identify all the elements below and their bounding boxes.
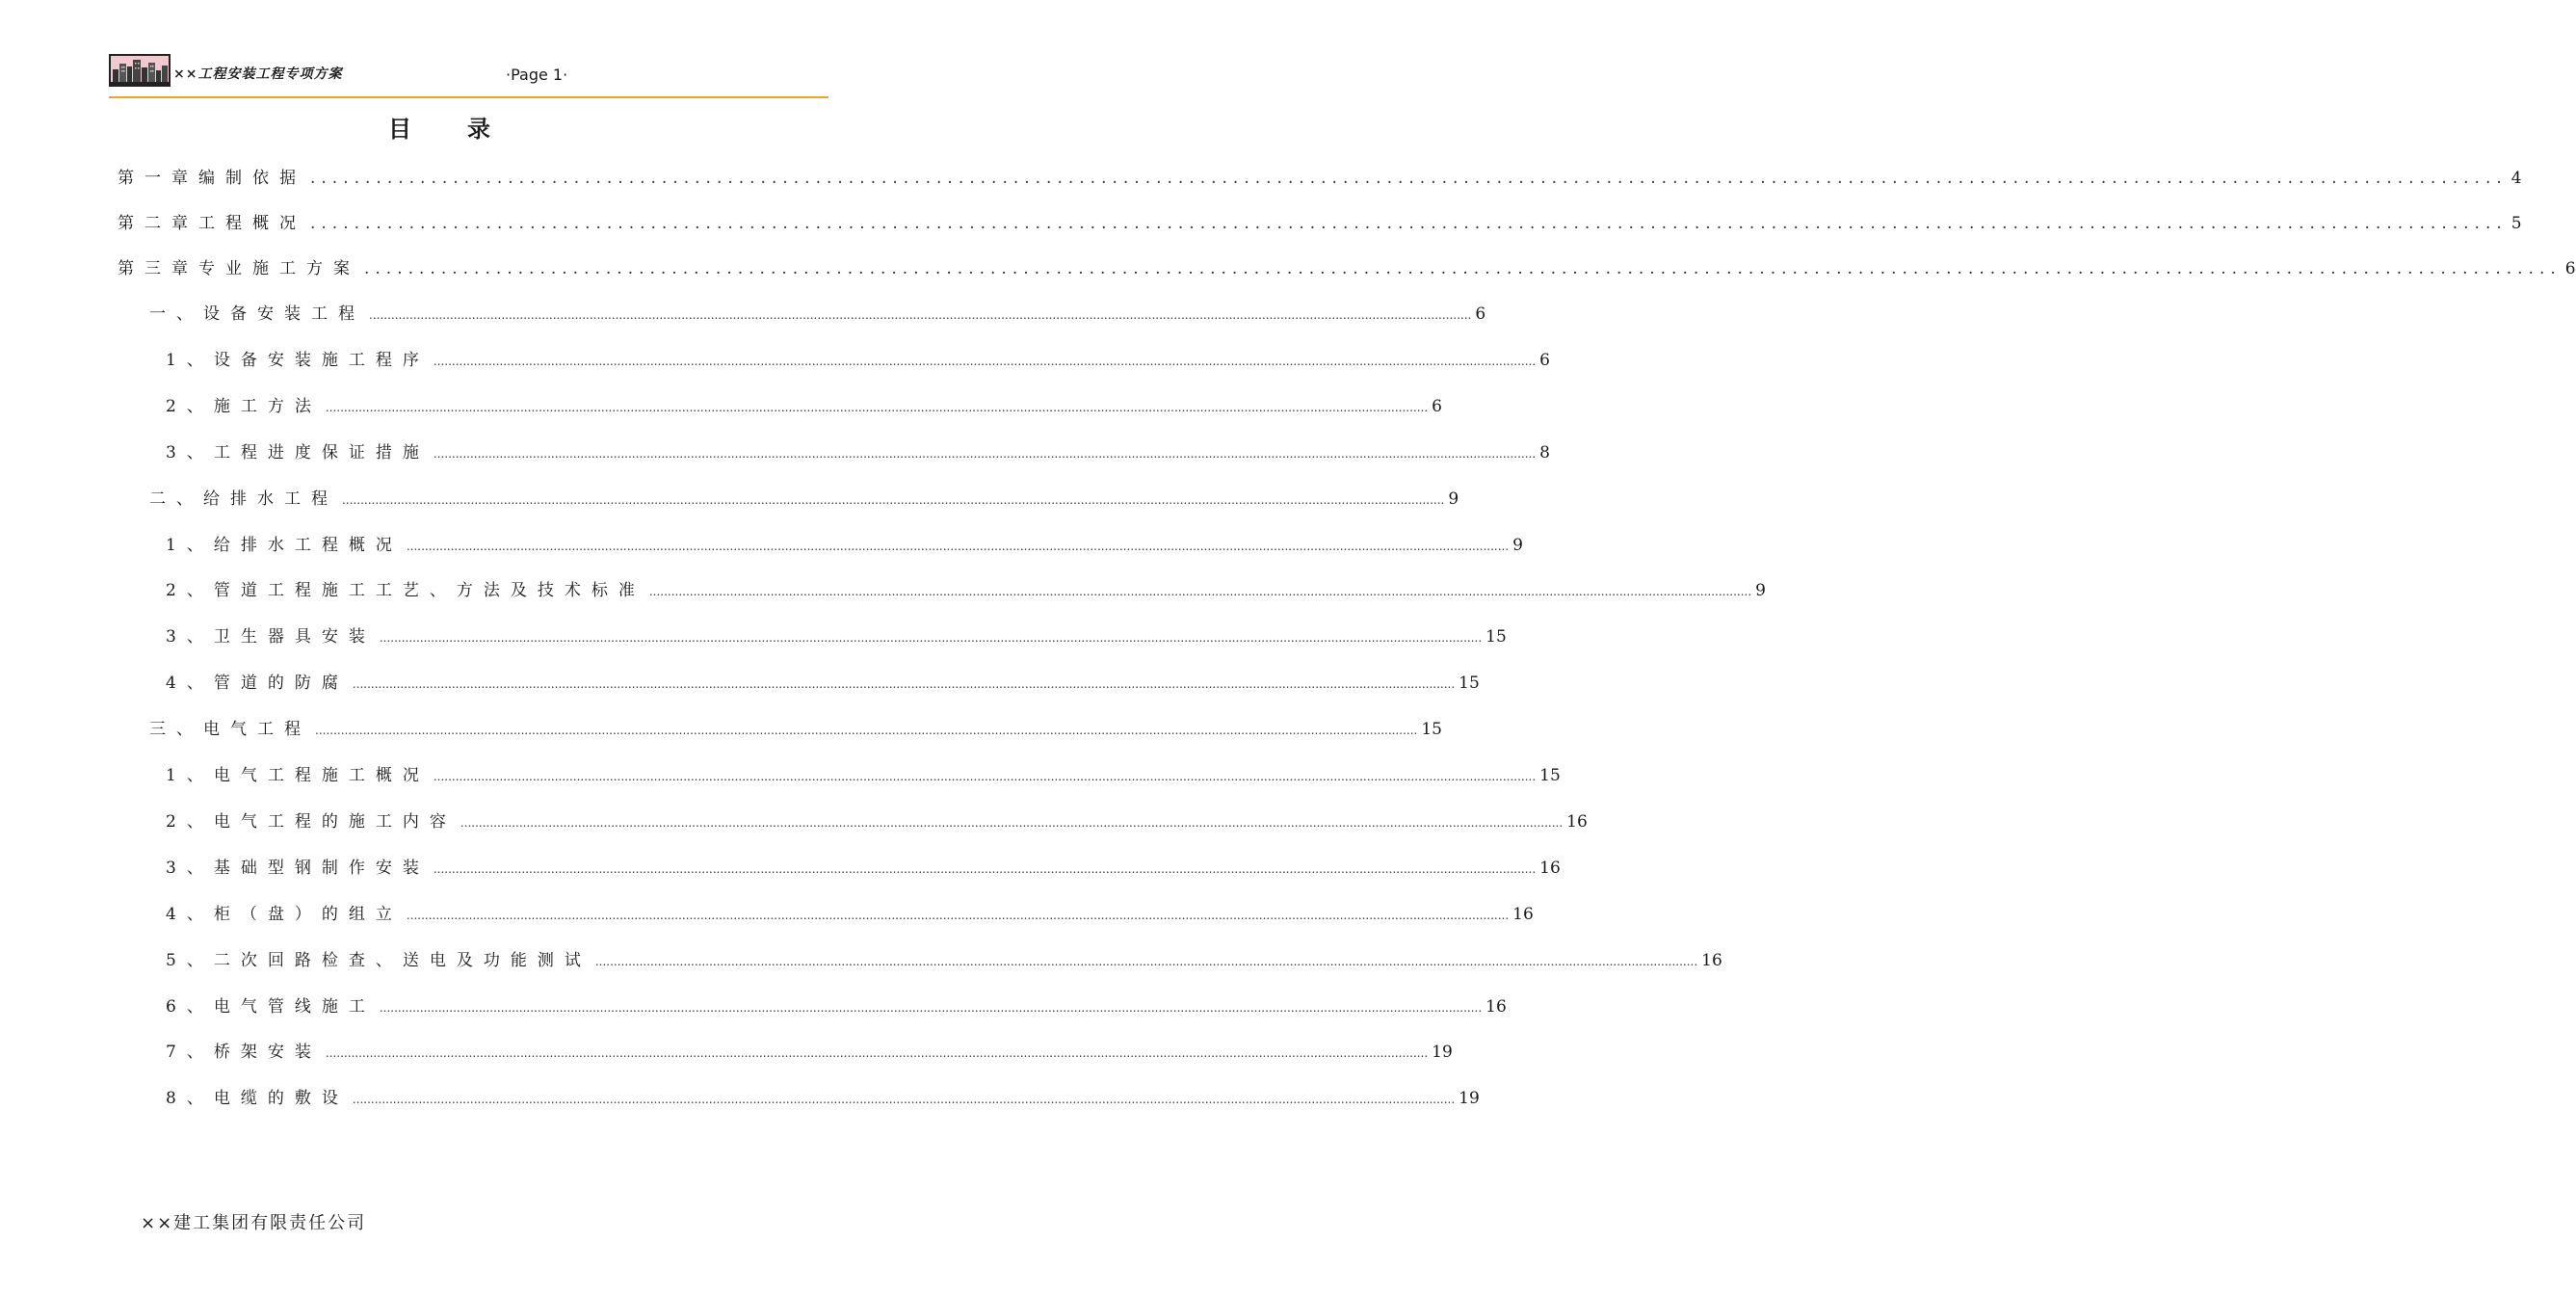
- toc-page-number: 8: [1539, 443, 1550, 462]
- toc-entry-title: 基础型钢制作安装: [213, 859, 430, 878]
- toc-page-number: 5: [2510, 214, 2522, 233]
- toc-subsection-entry[interactable]: [166, 946, 1722, 973]
- toc-chapter-title: 工程概况: [198, 214, 306, 233]
- toc-entry-label: 2、: [166, 581, 214, 600]
- toc-subsection-entry[interactable]: [166, 807, 1588, 834]
- toc-page-number: 6: [2564, 259, 2576, 278]
- toc-chapter-label: 第一章: [118, 169, 198, 188]
- toc-leader-dots: ........................................................................................................................................................................................................: [310, 214, 2508, 233]
- toc-leader-dots: ............................................................................................................................................................................................................................................................................................................: [315, 724, 1418, 737]
- toc-chapter-entry[interactable]: [118, 209, 2522, 236]
- toc-page-number: 19: [1459, 1089, 1480, 1108]
- toc-entry-title: 桥架安装: [213, 1043, 322, 1062]
- toc-page-number: 16: [1512, 905, 1534, 924]
- toc-page-number: 19: [1432, 1043, 1453, 1062]
- toc-entry-label: 3、: [166, 627, 214, 647]
- toc-chapter-entry[interactable]: [118, 254, 2576, 281]
- toc-subsection-entry[interactable]: [166, 1084, 1480, 1111]
- toc-page-number: 16: [1485, 997, 1507, 1017]
- toc-page-number: 15: [1459, 674, 1480, 693]
- toc-entry-label: 2、: [166, 812, 214, 832]
- toc-leader-dots: ............................................................................................................................................................................................................................................................................................................: [433, 770, 1537, 783]
- toc-entry-title: 给排水工程概况: [213, 536, 403, 555]
- toc-section-entry[interactable]: [149, 300, 1486, 327]
- toc-page-number: 16: [1539, 859, 1561, 878]
- toc-entry-label: 一、: [149, 304, 203, 324]
- toc-subsection-entry[interactable]: [166, 1038, 1453, 1065]
- header-page-number: ·Page 1·: [506, 66, 568, 84]
- toc-page-number: 6: [1475, 304, 1486, 324]
- toc-entry-title: 给排水工程: [203, 489, 338, 509]
- toc-entry-title: 电气工程的施工内容: [213, 812, 457, 832]
- toc-subsection-entry[interactable]: [166, 392, 1442, 419]
- toc-entry-title: 电气管线施工: [213, 997, 376, 1017]
- toc-entry-label: 3、: [166, 859, 214, 878]
- toc-leader-dots: ............................................................................................................................................................................................................................................................................................................: [433, 355, 1537, 368]
- toc-entry-label: 8、: [166, 1089, 214, 1108]
- toc-leader-dots: ............................................................................................................................................................................................................................................................................................................: [379, 1001, 1483, 1015]
- toc-leader-dots: ............................................................................................................................................................................................................................................................................................................: [325, 1046, 1429, 1060]
- toc-leader-dots: ............................................................................................................................................................................................................................................................................................................: [352, 677, 1456, 691]
- toc-entry-label: 7、: [166, 1043, 214, 1062]
- toc-subsection-entry[interactable]: [166, 854, 1561, 881]
- toc-subsection-entry[interactable]: [166, 438, 1550, 465]
- toc-section-entry[interactable]: [149, 485, 1459, 512]
- toc-subsection-entry[interactable]: [166, 992, 1507, 1019]
- toc-page-number: 16: [1701, 951, 1722, 970]
- toc-page-number: 6: [1539, 351, 1550, 370]
- toc-chapter-entry[interactable]: [118, 164, 2522, 191]
- toc-subsection-entry[interactable]: [166, 576, 1766, 603]
- toc-page-number: 15: [1539, 766, 1561, 785]
- toc-entry-label: 3、: [166, 443, 214, 462]
- toc-entry-title: 设备安装工程: [203, 304, 365, 324]
- toc-entry-label: 2、: [166, 397, 214, 416]
- toc-entry-label: 1、: [166, 536, 214, 555]
- toc-page-number: 16: [1566, 812, 1588, 832]
- toc-leader-dots: ........................................................................................................................................................................................................: [310, 169, 2508, 188]
- toc-entry-title: 柜（盘）的组立: [213, 905, 403, 924]
- toc-title: 目录: [388, 115, 546, 143]
- toc-section-entry[interactable]: [149, 715, 1442, 742]
- footer-company: ××建工集团有限责任公司: [141, 1213, 367, 1233]
- toc-leader-dots: ........................................................................................................................................................................................................: [364, 259, 2562, 278]
- toc-chapter-title: 编制依据: [198, 169, 306, 188]
- toc-entry-label: 6、: [166, 997, 214, 1017]
- toc-leader-dots: ............................................................................................................................................................................................................................................................................................................: [406, 909, 1510, 922]
- toc-leader-dots: ............................................................................................................................................................................................................................................................................................................: [433, 862, 1537, 876]
- toc-leader-dots: ............................................................................................................................................................................................................................................................................................................: [369, 308, 1472, 322]
- toc-page-number: 9: [1512, 536, 1523, 555]
- toc-subsection-entry[interactable]: [166, 346, 1550, 373]
- toc-leader-dots: ............................................................................................................................................................................................................................................................................................................: [648, 585, 1752, 598]
- toc-page-number: 9: [1755, 581, 1766, 600]
- toc-subsection-entry[interactable]: [166, 900, 1534, 927]
- toc-entry-label: 三、: [149, 720, 203, 739]
- toc-leader-dots: ............................................................................................................................................................................................................................................................................................................: [325, 401, 1429, 414]
- toc-leader-dots: ............................................................................................................................................................................................................................................................................................................: [342, 493, 1445, 507]
- toc-entry-label: 4、: [166, 674, 214, 693]
- toc-leader-dots: ............................................................................................................................................................................................................................................................................................................: [594, 955, 1698, 968]
- toc-chapter-label: 第三章: [118, 259, 198, 278]
- toc-subsection-entry[interactable]: [166, 669, 1480, 696]
- toc-entry-label: 1、: [166, 351, 214, 370]
- toc-entry-label: 4、: [166, 905, 214, 924]
- toc-page-number: 9: [1448, 489, 1459, 509]
- toc-leader-dots: ............................................................................................................................................................................................................................................................................................................: [406, 540, 1510, 553]
- toc-chapter-title: 专业施工方案: [198, 259, 360, 278]
- toc-entry-title: 管道工程施工工艺、方法及技术标准: [213, 581, 645, 600]
- toc-entry-title: 管道的防腐: [213, 674, 349, 693]
- toc-entry-title: 二次回路检查、送电及功能测试: [213, 951, 591, 970]
- toc-entry-title: 卫生器具安装: [213, 627, 376, 647]
- toc-page-number: 15: [1485, 627, 1507, 647]
- toc-page-number: 4: [2510, 169, 2522, 188]
- toc-leader-dots: ............................................................................................................................................................................................................................................................................................................: [460, 816, 1564, 830]
- toc-entry-title: 施工方法: [213, 397, 322, 416]
- toc-entry-title: 工程进度保证措施: [213, 443, 430, 462]
- toc-subsection-entry[interactable]: [166, 622, 1507, 649]
- toc-subsection-entry[interactable]: [166, 761, 1561, 788]
- toc-entry-title: 电缆的敷设: [213, 1089, 349, 1108]
- toc-leader-dots: ............................................................................................................................................................................................................................................................................................................: [379, 631, 1483, 645]
- toc-leader-dots: ............................................................................................................................................................................................................................................................................................................: [433, 447, 1537, 461]
- header-title: ××工程安装工程专项方案: [173, 66, 343, 82]
- toc-entry-label: 1、: [166, 766, 214, 785]
- toc-subsection-entry[interactable]: [166, 531, 1523, 558]
- toc-entry-title: 设备安装施工程序: [213, 351, 430, 370]
- toc-entry-label: 二、: [149, 489, 203, 509]
- toc-chapter-label: 第二章: [118, 214, 198, 233]
- toc-page-number: 15: [1421, 720, 1442, 739]
- toc-entry-title: 电气工程施工概况: [213, 766, 430, 785]
- toc-entry-label: 5、: [166, 951, 214, 970]
- toc-leader-dots: ............................................................................................................................................................................................................................................................................................................: [352, 1093, 1456, 1106]
- toc-entry-title: 电气工程: [203, 720, 311, 739]
- toc-page-number: 6: [1432, 397, 1442, 416]
